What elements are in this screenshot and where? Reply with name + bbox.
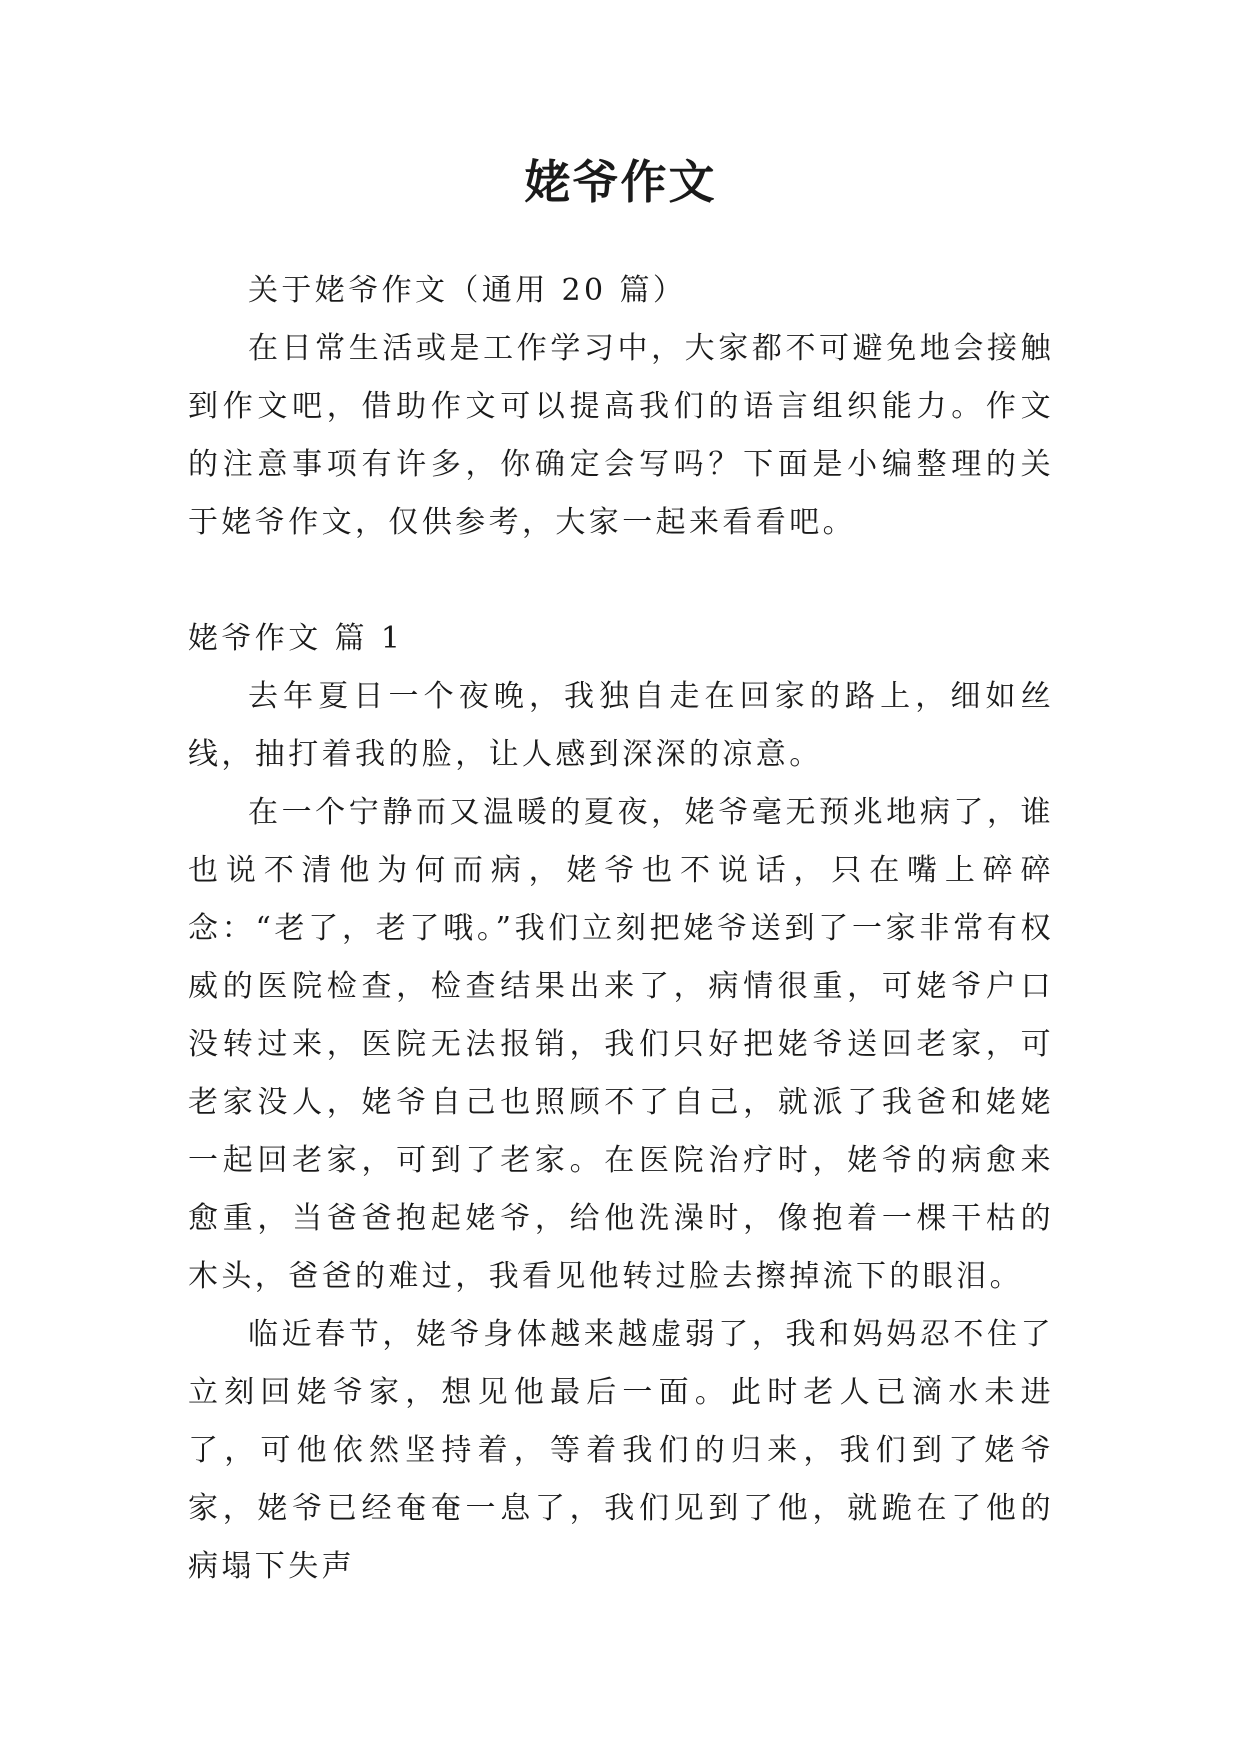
body-paragraph: 去年夏日一个夜晚，我独自走在回家的路上，细如丝线，抽打着我的脸，让人感到深深的凉意。 [188,679,1054,772]
section-heading: 姥爷作文 篇 1 [188,621,404,656]
body-paragraph: 临近春节，姥爷身体越来越虚弱了，我和妈妈忍不住了立刻回姥爷家，想见他最后一面。此时老人已滴水未进了，可他依然坚持着，等着我们的归来，我们到了姥爷家，姥爷已经奄奄一息了，我们见到了他，就跪在了他的病塌下失声 [188,1317,1054,1584]
body-paragraph: 在一个宁静而又温暖的夏夜，姥爷毫无预兆地病了，谁也说不清他为何而病，姥爷也不说话，只在嘴上碎碎念：“老了，老了哦。”我们立刻把姥爷送到了一家非常有权威的医院检查，检查结果出来了，病情很重，可姥爷户口没转过来，医院无法报销，我们只好把姥爷送回老家，可老家没人，姥爷自己也照顾不了自己，就派了我爸和姥姥一起回老家，可到了老家。在医院治疗时，姥爷的病愈来愈重，当爸爸抱起姥爷，给他洗澡时，像抱着一棵干枯的木头，爸爸的难过，我看见他转过脸去擦掉流下的眼泪。 [188,795,1054,1294]
document-body [188,262,1054,1596]
intro-paragraph: 在日常生活或是工作学习中，大家都不可避免地会接触到作文吧，借助作文可以提高我们的语言组织能力。作文的注意事项有许多，你确定会写吗？下面是小编整理的关于姥爷作文，仅供参考，大家一起来看看吧。 [188,331,1054,540]
document-title: 姥爷作文 [524,155,717,209]
document-subtitle: 关于姥爷作文（通用 20 篇） [248,273,687,308]
